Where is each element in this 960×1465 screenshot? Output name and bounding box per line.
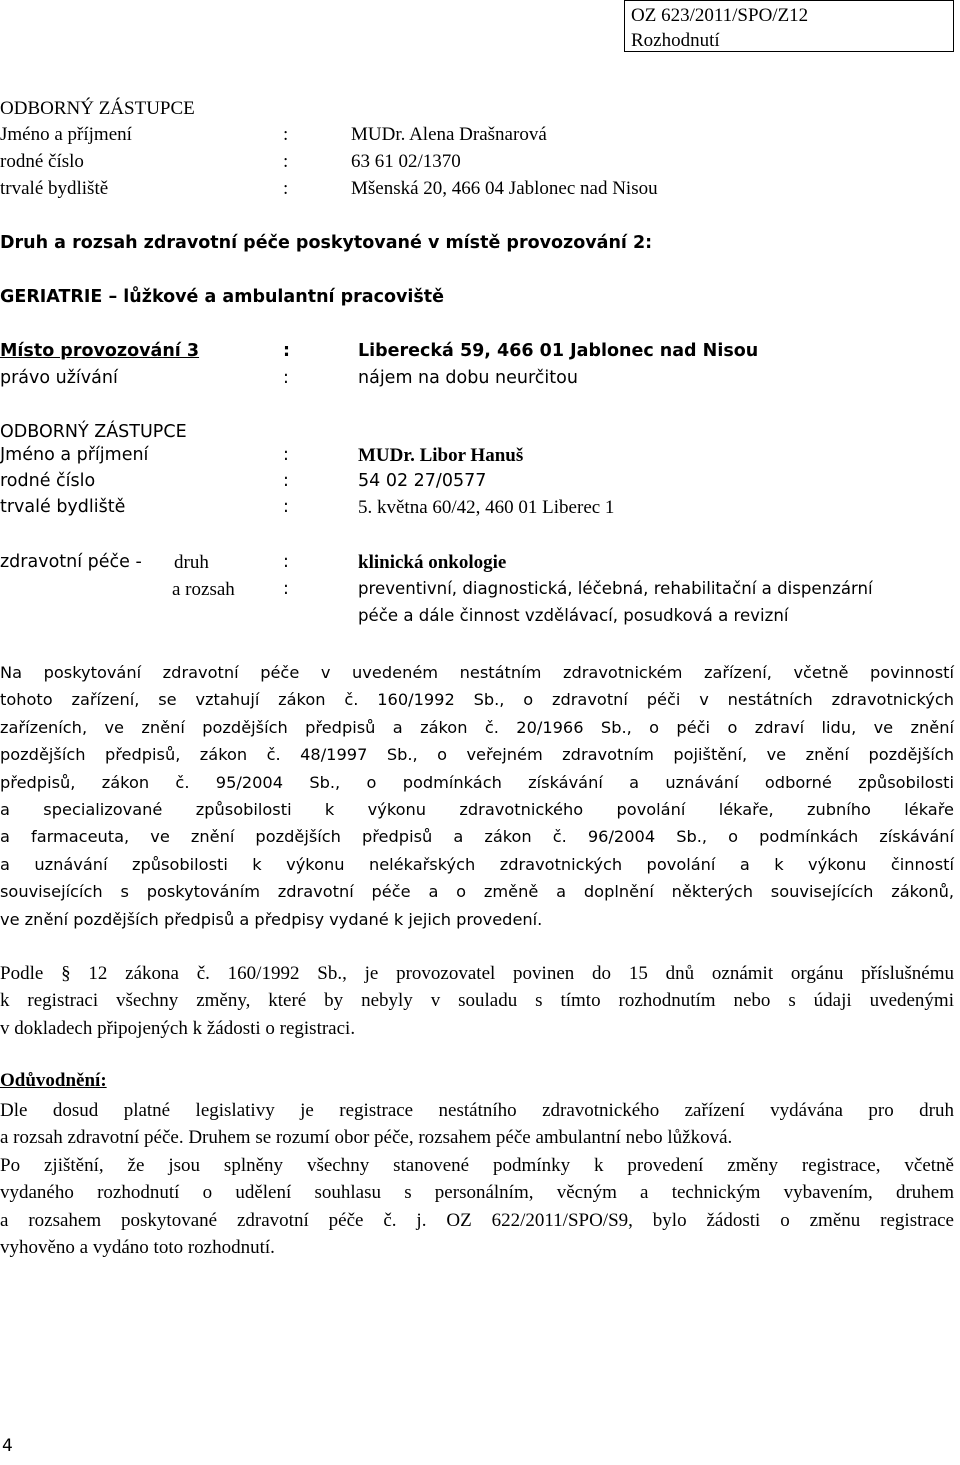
rep1-address-colon: : <box>283 178 289 199</box>
rep1-name-value: MUDr. Alena Drašnarová <box>351 124 547 145</box>
law-paragraph <box>0 659 954 933</box>
rep1-heading: ODBORNÝ ZÁSTUPCE <box>0 98 195 119</box>
care3-scope-label: a rozsah <box>172 579 235 600</box>
place3-colon: : <box>283 341 290 361</box>
rep2-address-label: trvalé bydliště <box>0 497 126 517</box>
law-line: Na poskytování zdravotní péče v uvedeném nestátním zdravotnickém zařízení, včetně povinností <box>0 663 954 682</box>
rep1-name-label: Jméno a příjmení <box>0 124 132 145</box>
care3-scope-value-1: preventivní, diagnostická, léčebná, rehabilitační a dispenzární <box>358 579 873 598</box>
rep2-birth-value: 54 02 27/0577 <box>358 471 487 491</box>
reference-box <box>624 0 954 52</box>
podle-paragraph <box>0 960 954 1042</box>
care2-value-row <box>0 287 444 307</box>
page-number: 4 <box>2 1436 13 1456</box>
care3-type-colon: : <box>283 552 289 572</box>
justification-line: a rozsahem poskytované zdravotní péče č. j. OZ 622/2011/SPO/S9, bylo žádosti o změnu registrace <box>0 1209 954 1231</box>
law-line: tohoto zařízení, se vztahují zákon č. 160/1992 Sb., o zdravotní péči v nestátních zdravotnických <box>0 690 954 710</box>
law-line: ve znění pozdějších předpisů a předpisy vydané k jejich provedení. <box>0 909 543 929</box>
justification-line: Dle dosud platné legislativy je registrace nestátního zdravotnického zařízení vydávána pro druh <box>0 1100 954 1121</box>
law-line: a uznávání způsobilosti k výkonu nelékařských zdravotnických povolání a k výkonu činností <box>0 854 954 874</box>
podle-line: k registraci všechny změny, které by nebyly v souladu s tímto rozhodnutím nebo s údaji uvedenými <box>0 990 954 1012</box>
rep1-birth-value: 63 61 02/1370 <box>351 151 461 172</box>
reference-number: OZ 623/2011/SPO/Z12 <box>631 5 809 26</box>
justification-line: a rozsah zdravotní péče. Druhem se rozumí obor péče, rozsahem péče ambulantní nebo lůžková. <box>0 1127 733 1149</box>
rep1-address-label: trvalé bydliště <box>0 178 109 199</box>
rep2-birth-colon: : <box>283 471 289 491</box>
rep2-name-label: Jméno a příjmení <box>0 445 149 465</box>
place3-label: Místo provozování 3 <box>0 341 200 361</box>
justification-paragraph <box>0 1097 954 1261</box>
rep2-heading: ODBORNÝ ZÁSTUPCE <box>0 422 187 442</box>
law-line: pozdějších předpisů, zákon č. 48/1997 Sb., o veřejném zdravotním pojištění, ve znění pozdějších <box>0 745 954 765</box>
law-line: předpisů, zákon č. 95/2004 Sb., o podmínkách získávání a uznávání odborné způsobilosti <box>0 772 954 792</box>
place3-right-value: nájem na dobu neurčitou <box>358 368 578 388</box>
justification-line: vydaného rozhodnutí o udělení souhlasu s personálním, věcným a technickým vybavením, druhem <box>0 1182 954 1204</box>
document-type: Rozhodnutí <box>631 30 720 51</box>
rep2-name-colon: : <box>283 445 289 465</box>
care3-label-prefix: zdravotní péče - <box>0 552 142 572</box>
rep2-birth-label: rodné číslo <box>0 471 96 491</box>
law-line: souvisejících s poskytováním zdravotní péče a o změně a doplnění některých souvisejících zákonů, <box>0 882 954 902</box>
rep1-birth-colon: : <box>283 151 289 172</box>
podle-line: v dokladech připojených k žádosti o registraci. <box>0 1017 356 1039</box>
care3-scope-colon: : <box>283 579 289 599</box>
podle-line: Podle § 12 zákona č. 160/1992 Sb., je provozovatel povinen do 15 dnů oznámit orgánu příslušnému <box>0 963 954 984</box>
care2-heading: Druh a rozsah zdravotní péče poskytované v místě provozování 2: <box>0 233 653 253</box>
rep2-name-value: MUDr. Libor Hanuš <box>358 445 524 466</box>
law-line: zařízeních, ve znění pozdějších předpisů a zákon č. 20/1966 Sb., o péči o zdraví lidu, ve znění <box>0 717 954 737</box>
care3-type-value: klinická onkologie <box>358 552 507 573</box>
rep1-address-value: Mšenská 20, 466 04 Jablonec nad Nisou <box>351 178 658 199</box>
care3-type-label: druh <box>174 552 209 573</box>
place3-right-label: právo užívání <box>0 368 118 388</box>
place3-right-colon: : <box>283 368 289 388</box>
place3-value: Liberecká 59, 466 01 Jablonec nad Nisou <box>358 341 759 361</box>
rep2-address-value: 5. května 60/42, 460 01 Liberec 1 <box>358 497 615 518</box>
justification-heading: Odůvodnění: <box>0 1070 107 1091</box>
rep2-address-colon: : <box>283 497 289 517</box>
law-line: a specializované způsobilosti k výkonu zdravotnického povolání lékaře, zubního lékaře <box>0 800 954 820</box>
care3-scope-value-2: péče a dále činnost vzdělávací, posudková a revizní <box>358 606 789 625</box>
rep1-name-colon: : <box>283 124 289 145</box>
care2-value: GERIATRIE – lůžkové a ambulantní pracoviště <box>0 287 445 307</box>
justification-line: vyhověno a vydáno toto rozhodnutí. <box>0 1237 275 1259</box>
rep1-birth-label: rodné číslo <box>0 151 84 172</box>
law-line: a farmaceuta, ve znění pozdějších předpisů a zákon č. 96/2004 Sb., o podmínkách získávání <box>0 827 954 847</box>
justification-line: Po zjištění, že jsou splněny všechny stanovené podmínky k provedení změny registrace, včetně <box>0 1154 954 1176</box>
